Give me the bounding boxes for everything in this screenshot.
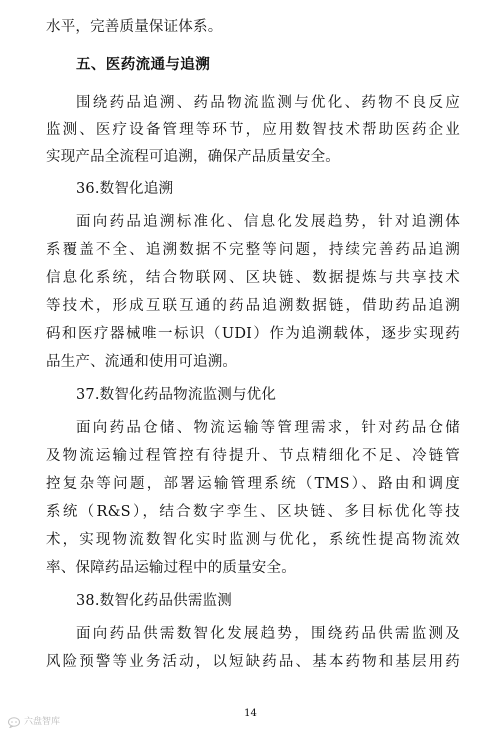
body-text-line: 系覆盖不全、追溯数据不完整等问题，持续完善药品追溯 (46, 242, 460, 258)
body-text-line: 率、保障药品运输过程中的质量安全。 (46, 560, 296, 576)
logo-icon (8, 717, 22, 728)
body-text-line: 面向药品供需数智化发展趋势，围绕药品供需监测及 (76, 626, 460, 642)
page-number: 14 (244, 708, 257, 719)
subsection-heading-36: 36.数智化追溯 (76, 181, 174, 197)
subsection-heading-38: 38.数智化药品供需监测 (76, 593, 232, 609)
body-text-line: 水平，完善质量保证体系。 (46, 19, 223, 35)
body-text-line: 面向药品仓储、物流运输等管理需求，针对药品仓储 (76, 420, 460, 436)
body-text-line: 及物流运输过程管控有待提升、节点精细化不足、冷链管 (46, 448, 460, 464)
body-text-line: 品生产、流通和使用可追溯。 (46, 354, 238, 370)
body-text-line: 监测、医疗设备管理等环节，应用数智技术帮助医药企业 (46, 122, 460, 138)
body-text-line: 面向药品追溯标准化、信息化发展趋势，针对追溯体 (76, 214, 460, 230)
body-text-line: 实现产品全流程可追溯，确保产品质量安全。 (46, 149, 340, 165)
body-text-line: 风险预警等业务活动，以短缺药品、基本药物和基层用药 (46, 654, 460, 670)
watermark (8, 717, 60, 728)
body-text-line: 系统（R&S），结合数字孪生、区块链、多目标优化等技 (46, 504, 460, 520)
body-text-line: 等技术，形成互联互通的药品追溯数据链，借助药品追溯 (46, 298, 460, 314)
body-text-line: 术，实现物流数智化实时监测与优化，系统性提高物流效 (46, 532, 460, 548)
body-text-line: 控复杂等问题，部署运输管理系统（TMS）、路由和调度 (46, 476, 460, 492)
subsection-heading-37: 37.数智化药品物流监测与优化 (76, 387, 277, 403)
watermark-text: 六盘智库 (24, 717, 61, 727)
section-heading-5: 五、医药流通与追溯 (76, 57, 211, 73)
body-text-line: 信息化系统，结合物联网、区块链、数据提炼与共享技术 (46, 270, 460, 286)
body-text-line: 码和医疗器械唯一标识（UDI）作为追溯载体，逐步实现药 (46, 326, 460, 342)
body-text-line: 围绕药品追溯、药品物流监测与优化、药物不良反应 (76, 95, 460, 111)
